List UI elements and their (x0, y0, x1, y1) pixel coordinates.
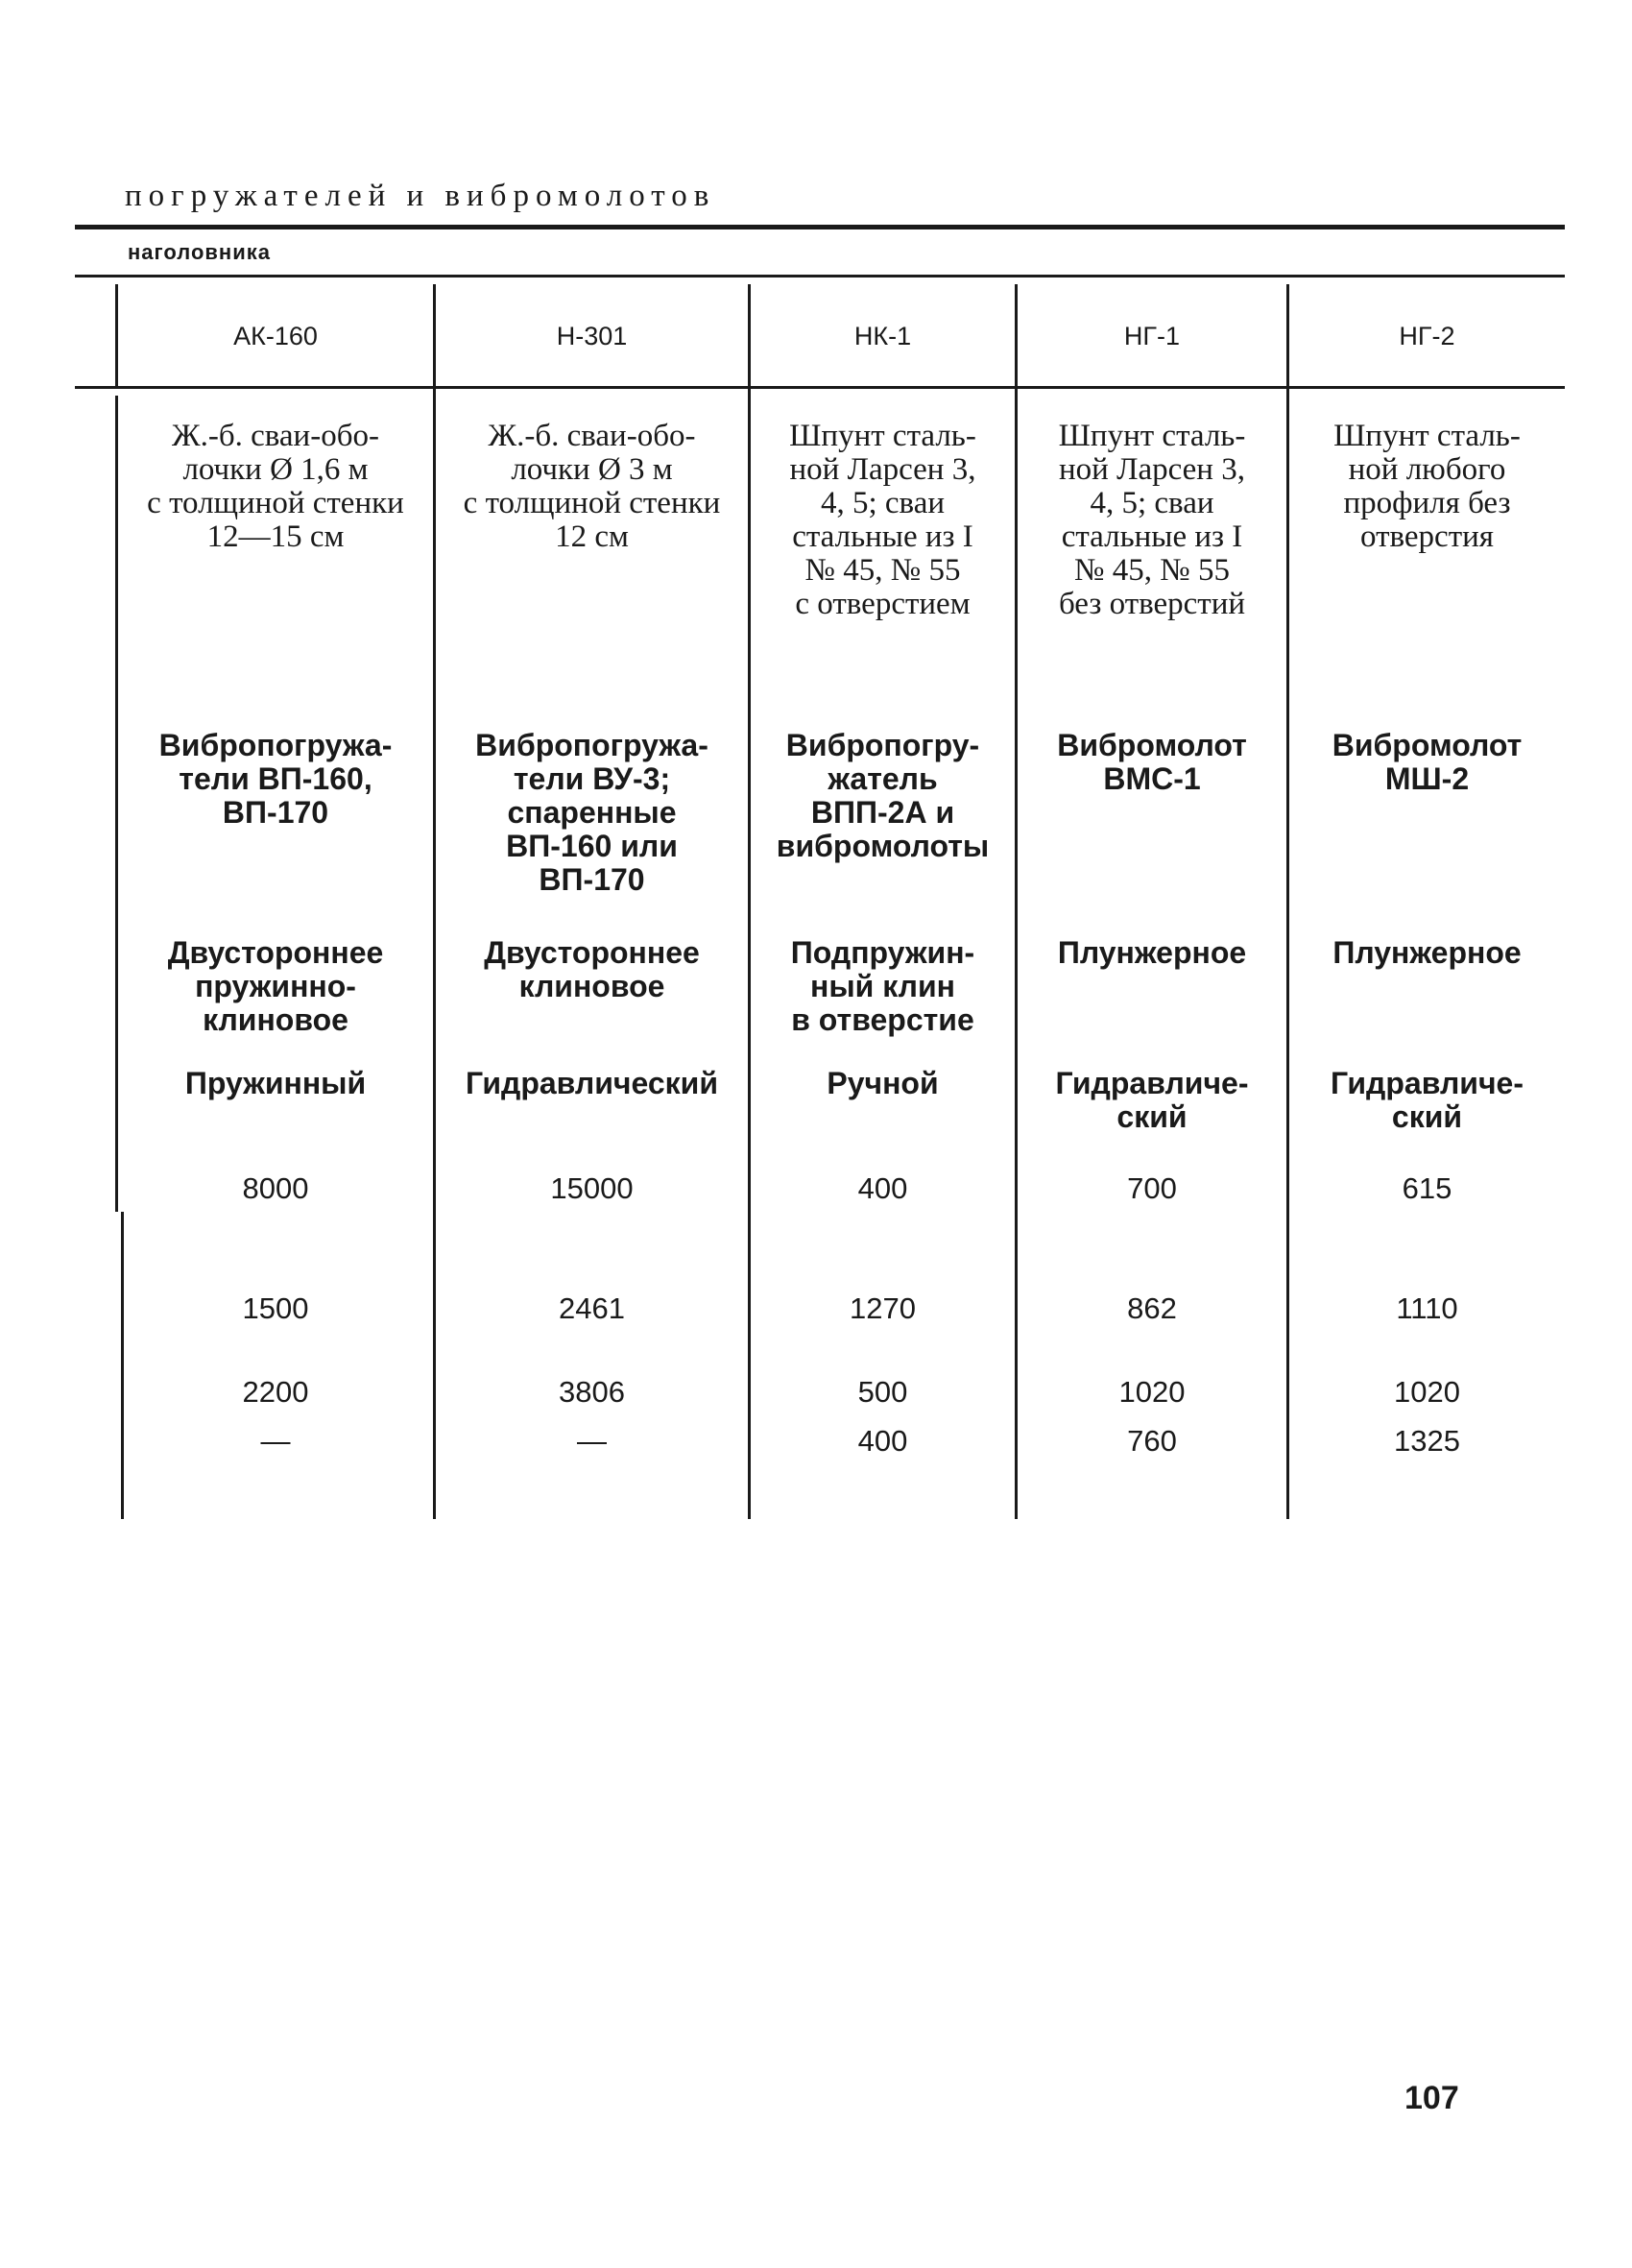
column-header-ak160: АК-160 (233, 322, 318, 350)
value-1-cell: 400 (857, 1171, 908, 1205)
top-rule (75, 225, 1565, 229)
pile-type-cell: Шпунт сталь- ной Ларсен 3, 4, 5; сваи стальные из I № 45, № 55 без отверстий (1058, 419, 1246, 621)
pile-type-cell: Шпунт сталь- ной любого профиля без отверстия (1333, 419, 1521, 554)
pile-type-cell: Ж.-б. сваи-обо- лочки Ø 3 м с толщиной стенки 12 см (463, 419, 721, 554)
connection-type-cell: Двустороннее пружинно- клиновое (167, 935, 384, 1037)
value-1-cell: 8000 (242, 1171, 309, 1205)
drive-type-cell: Гидравличе- ский (1331, 1066, 1524, 1134)
value-1-cell: 615 (1402, 1171, 1452, 1205)
header-bottom-rule (75, 386, 1565, 389)
value-1-cell: 700 (1127, 1171, 1177, 1205)
column-header-nk1: НК-1 (853, 322, 912, 350)
drive-type-cell: Гидравличе- ский (1055, 1066, 1249, 1134)
value-3-cell: 2200 (242, 1375, 309, 1409)
machine-cell: Вибропогружа- тели ВУ-3; спаренные ВП-160 или ВП-170 (475, 728, 708, 897)
value-1-cell: 15000 (550, 1171, 634, 1205)
machine-cell: Вибропогру- жатель ВПП-2А и вибромолоты (776, 728, 990, 863)
page-heading: погружателей и вибромолотов (125, 179, 716, 213)
machine-cell: Вибромолот ВМС-1 (1057, 728, 1247, 796)
value-4-cell: — (260, 1424, 291, 1458)
drive-type-cell: Гидравлический (465, 1066, 719, 1100)
value-3-cell: 3806 (559, 1375, 625, 1409)
column-header-n301: Н-301 (556, 322, 628, 350)
connection-type-cell: Плунжерное (1057, 935, 1247, 970)
value-3-cell: 1020 (1394, 1375, 1460, 1409)
connection-type-cell: Плунжерное (1332, 935, 1522, 970)
value-3-cell: 1020 (1118, 1375, 1186, 1409)
connection-type-cell: Подпружин- ный клин в отверстие (790, 935, 975, 1037)
value-4-cell: 1325 (1394, 1424, 1460, 1458)
drive-type-cell: Пружинный (184, 1066, 367, 1100)
value-3-cell: 500 (857, 1375, 908, 1409)
pile-type-cell: Ж.-б. сваи-обо- лочки Ø 1,6 м с толщиной стенки 12—15 см (147, 419, 404, 554)
value-2-cell: 1500 (242, 1291, 309, 1325)
column-header-ng2: НГ-2 (1399, 322, 1455, 350)
value-2-cell: 862 (1127, 1291, 1177, 1325)
connection-type-cell: Двустороннее клиновое (484, 935, 700, 1003)
value-2-cell: 1110 (1396, 1291, 1458, 1325)
column-header-ng1: НГ-1 (1123, 322, 1181, 350)
page-number: 107 (1404, 2080, 1459, 2116)
value-2-cell: 2461 (559, 1291, 625, 1325)
pile-type-cell: Шпунт сталь- ной Ларсен 3, 4, 5; сваи стальные из I № 45, № 55 с отверстием (789, 419, 976, 621)
drive-type-cell: Ручной (827, 1066, 939, 1100)
value-4-cell: 400 (857, 1424, 908, 1458)
value-4-cell: — (577, 1424, 607, 1458)
machine-cell: Вибромолот МШ-2 (1332, 728, 1523, 796)
value-4-cell: 760 (1127, 1424, 1177, 1458)
column-divider (121, 1212, 124, 1519)
column-group-label: наголовника (128, 240, 271, 264)
value-2-cell: 1270 (850, 1291, 916, 1325)
header-top-rule (75, 275, 1565, 277)
machine-cell: Вибропогружа- тели ВП-160, ВП-170 (158, 728, 393, 830)
